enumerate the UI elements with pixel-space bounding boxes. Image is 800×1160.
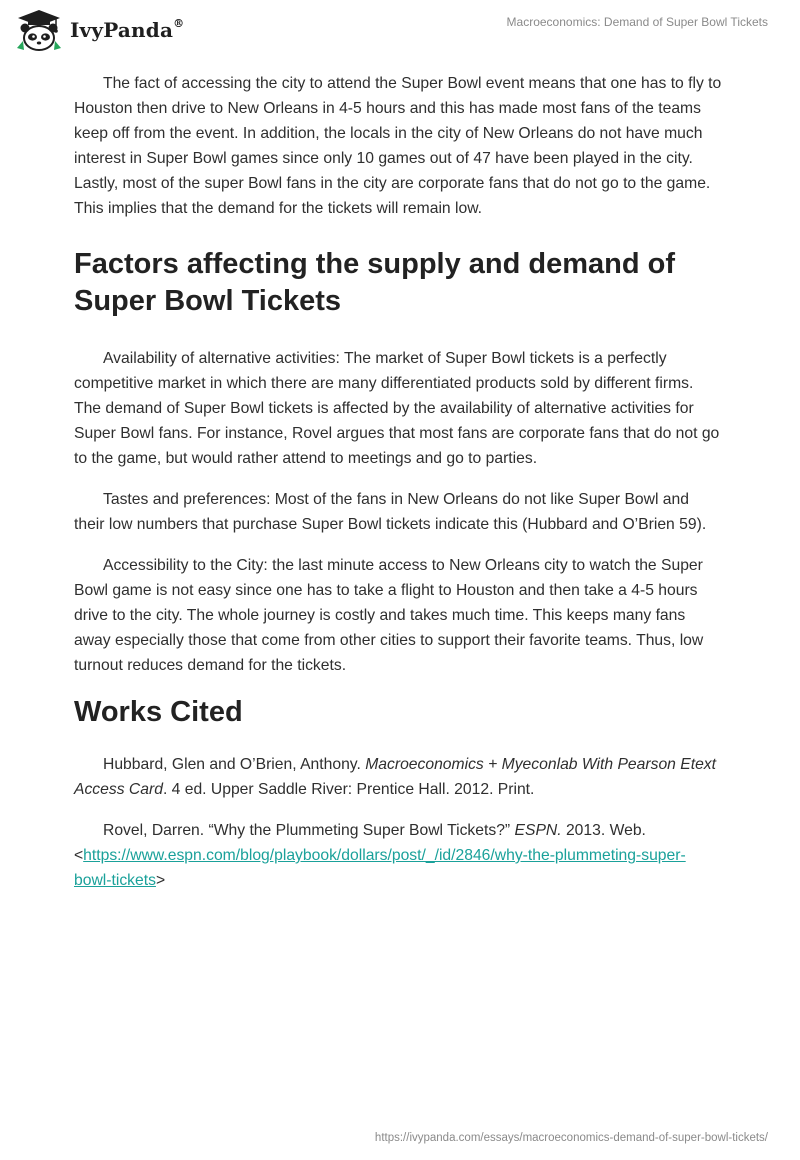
panda-graduate-icon [14,8,64,52]
paragraph-intro: The fact of accessing the city to attend the Super Bowl event means that one has to fly to Houston then drive to New Orleans in 4-5 hours and this has made most fans of the teams keep off from the event. In addition, the locals in the city of New Orleans do not have much interest in Super Bowl games since only 10 games out of 47 have been played in the city. Lastly, most of the super Bowl fans in the city are corporate fans that do not go to the game. This implies that the demand for the tickets will remain low. [74,75,722,217]
page-header [0,0,800,60]
paragraph-accessibility: Accessibility to the City: the last minute access to New Orleans city to watch the Super Bowl game is not easy since one has to take a flight to Houston and then take a 4-5 hours drive to the city. The whole journey is costly and takes much time. This keeps many fans away especially those that come from other cities to support their favorite teams. Thus, low turnout reduces demand for the tickets. [74,557,704,674]
heading-works-cited: Works Cited [74,696,243,728]
citation-rovel: Rovel, Darren. “Why the Plummeting Super Bowl Tickets?” ESPN. 2013. Web. <https://www.espn.com/blog/playbook/dollars/post/_/id/2846/why-the-plummeting-super-bowl-tickets> [74,822,686,889]
paragraph-alternatives: Availability of alternative activities: The market of Super Bowl tickets is a perfectly competitive market in which there are many differentiated products sold by different firms. The demand of Super Bowl tickets is affected by the availability of alternative activities for Super Bowl fans. For instance, Rovel argues that most fans are corporate fans that do not go to the game, but would rather attend to meetings and go to parties. [74,350,720,467]
citation-hubbard: Hubbard, Glen and O’Brien, Anthony. Macroeconomics + Myeconlab With Pearson Etext Access Card. 4 ed. Upper Saddle River: Prentice Hall. 2012. Print. [74,756,717,798]
ivypanda-logo[interactable] [14,8,184,52]
logo-wordmark: IvyPanda® [70,17,185,42]
document-header-title: Macroeconomics: Demand of Super Bowl Tickets [506,15,768,29]
heading-factors: Factors affecting the supply and demand of Super Bowl Tickets [74,248,676,317]
paragraph-tastes: Tastes and preferences: Most of the fans in New Orleans do not like Super Bowl and their low numbers that purchase Super Bowl tickets indicate this (Hubbard and O’Brien 59). [74,491,707,533]
citation-link[interactable]: https://www.espn.com/blog/playbook/dollars/post/_/id/2846/why-the-plummeting-super-bowl-tickets [74,847,686,889]
essay-content [74,71,722,909]
footer-source-url: https://ivypanda.com/essays/macroeconomics-demand-of-super-bowl-tickets/ [374,1132,768,1144]
